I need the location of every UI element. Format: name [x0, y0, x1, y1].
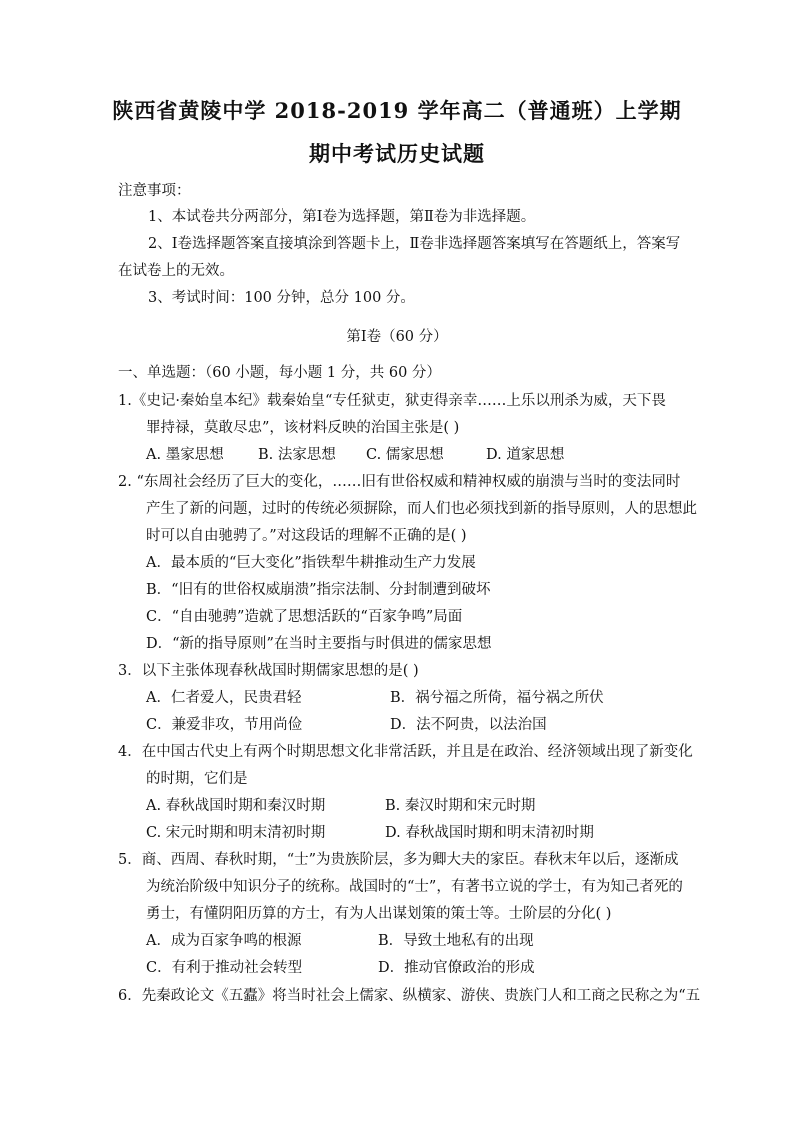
- notes-item-2: 2、Ⅰ卷选择题答案直接填涂到答题卡上，Ⅱ卷非选择题答案填写在答题纸上，答案写: [148, 236, 681, 252]
- exam-title-line1: 陕西省黄陵中学 2018-2019 学年高二（普通班）上学期: [112, 98, 682, 123]
- question-1-stem: 1.《史记·秦始皇本纪》载秦始皇“专任狱吏，狱吏得亲幸……上乐以刑杀为威，天下畏: [118, 393, 666, 409]
- question-4-option-c: C. 宋元时期和明末清初时期: [146, 825, 326, 841]
- question-2-stem-cont1: 产生了新的问题，过时的传统必须摒除，而人们也必须找到新的指导原则，人的思想此: [146, 501, 697, 517]
- notes-heading: 注意事项：: [118, 183, 191, 199]
- question-3-option-b: B．祸兮福之所倚，福兮祸之所伏: [390, 690, 604, 706]
- question-2-option-d: D．“新的指导原则”在当时主要指与时俱进的儒家思想: [146, 636, 492, 652]
- question-5-stem-cont2: 勇士，有懂阴阳历算的方士，有为人出谋划策的策士等。士阶层的分化( ): [146, 906, 612, 922]
- question-5-option-c: C．有利于推动社会转型: [146, 960, 303, 976]
- notes-item-2-cont: 在试卷上的无效。: [118, 263, 234, 279]
- question-5-stem-cont1: 为统治阶级中知识分子的统称。战国时的“士”，有著书立说的学士，有为知己者死的: [146, 879, 683, 895]
- question-2-stem: 2. “东周社会经历了巨大的变化，……旧有世俗权威和精神权威的崩溃与当时的变法同时: [118, 474, 681, 490]
- question-2-option-b: B．“旧有的世俗权威崩溃”指宗法制、分封制遭到破坏: [146, 582, 491, 598]
- question-1-stem-cont: 罪持禄，莫敢尽忠”，该材料反映的治国主张是( ): [146, 420, 460, 436]
- question-4-option-b: B. 秦汉时期和宋元时期: [385, 798, 536, 814]
- part-heading: 一、单选题：（60 小题，每小题 1 分，共 60 分）: [118, 365, 441, 381]
- question-2-option-c: C．“自由驰骋”造就了思想活跃的“百家争鸣”局面: [146, 609, 463, 625]
- question-1-option-d: D. 道家思想: [486, 447, 565, 463]
- question-3-option-d: D．法不阿贵，以法治国: [390, 717, 547, 733]
- question-5-option-d: D．推动官僚政治的形成: [378, 960, 535, 976]
- question-3-stem: 3．以下主张体现春秋战国时期儒家思想的是( ): [118, 663, 419, 679]
- question-5-option-b: B．导致土地私有的出现: [378, 933, 534, 949]
- notes-item-1: 1、本试卷共分两部分，第Ⅰ卷为选择题，第Ⅱ卷为非选择题。: [148, 209, 536, 225]
- question-4-option-a: A. 春秋战国时期和秦汉时期: [146, 798, 326, 814]
- question-1-option-b: B. 法家思想: [258, 447, 336, 463]
- question-1-option-c: C. 儒家思想: [366, 447, 444, 463]
- question-4-stem-cont: 的时期，它们是: [146, 771, 248, 787]
- question-5-stem: 5．商、西周、春秋时期，“士”为贵族阶层，多为卿大夫的家臣。春秋末年以后，逐渐成: [118, 852, 679, 868]
- question-6-stem: 6．先秦政论文《五蠹》将当时社会上儒家、纵横家、游侠、贵族门人和工商之民称之为“五: [118, 988, 701, 1004]
- question-1-option-a: A. 墨家思想: [146, 447, 224, 463]
- question-3-option-c: C．兼爱非攻，节用尚俭: [146, 717, 303, 733]
- question-3-option-a: A．仁者爱人，民贵君轻: [146, 690, 302, 706]
- question-2-option-a: A．最本质的“巨大变化”指铁犁牛耕推动生产力发展: [146, 555, 476, 571]
- exam-title-line2: 期中考试历史试题: [309, 141, 485, 166]
- section-title: 第Ⅰ卷（60 分）: [346, 329, 448, 345]
- question-4-stem: 4．在中国古代史上有两个时期思想文化非常活跃，并且是在政治、经济领域出现了新变化: [118, 744, 693, 760]
- notes-item-3: 3、考试时间：100 分钟，总分 100 分。: [148, 290, 415, 306]
- question-4-option-d: D. 春秋战国时期和明末清初时期: [385, 825, 594, 841]
- question-5-option-a: A．成为百家争鸣的根源: [146, 933, 302, 949]
- question-2-stem-cont2: 时可以自由驰骋了。”对这段话的理解不正确的是( ): [146, 528, 467, 544]
